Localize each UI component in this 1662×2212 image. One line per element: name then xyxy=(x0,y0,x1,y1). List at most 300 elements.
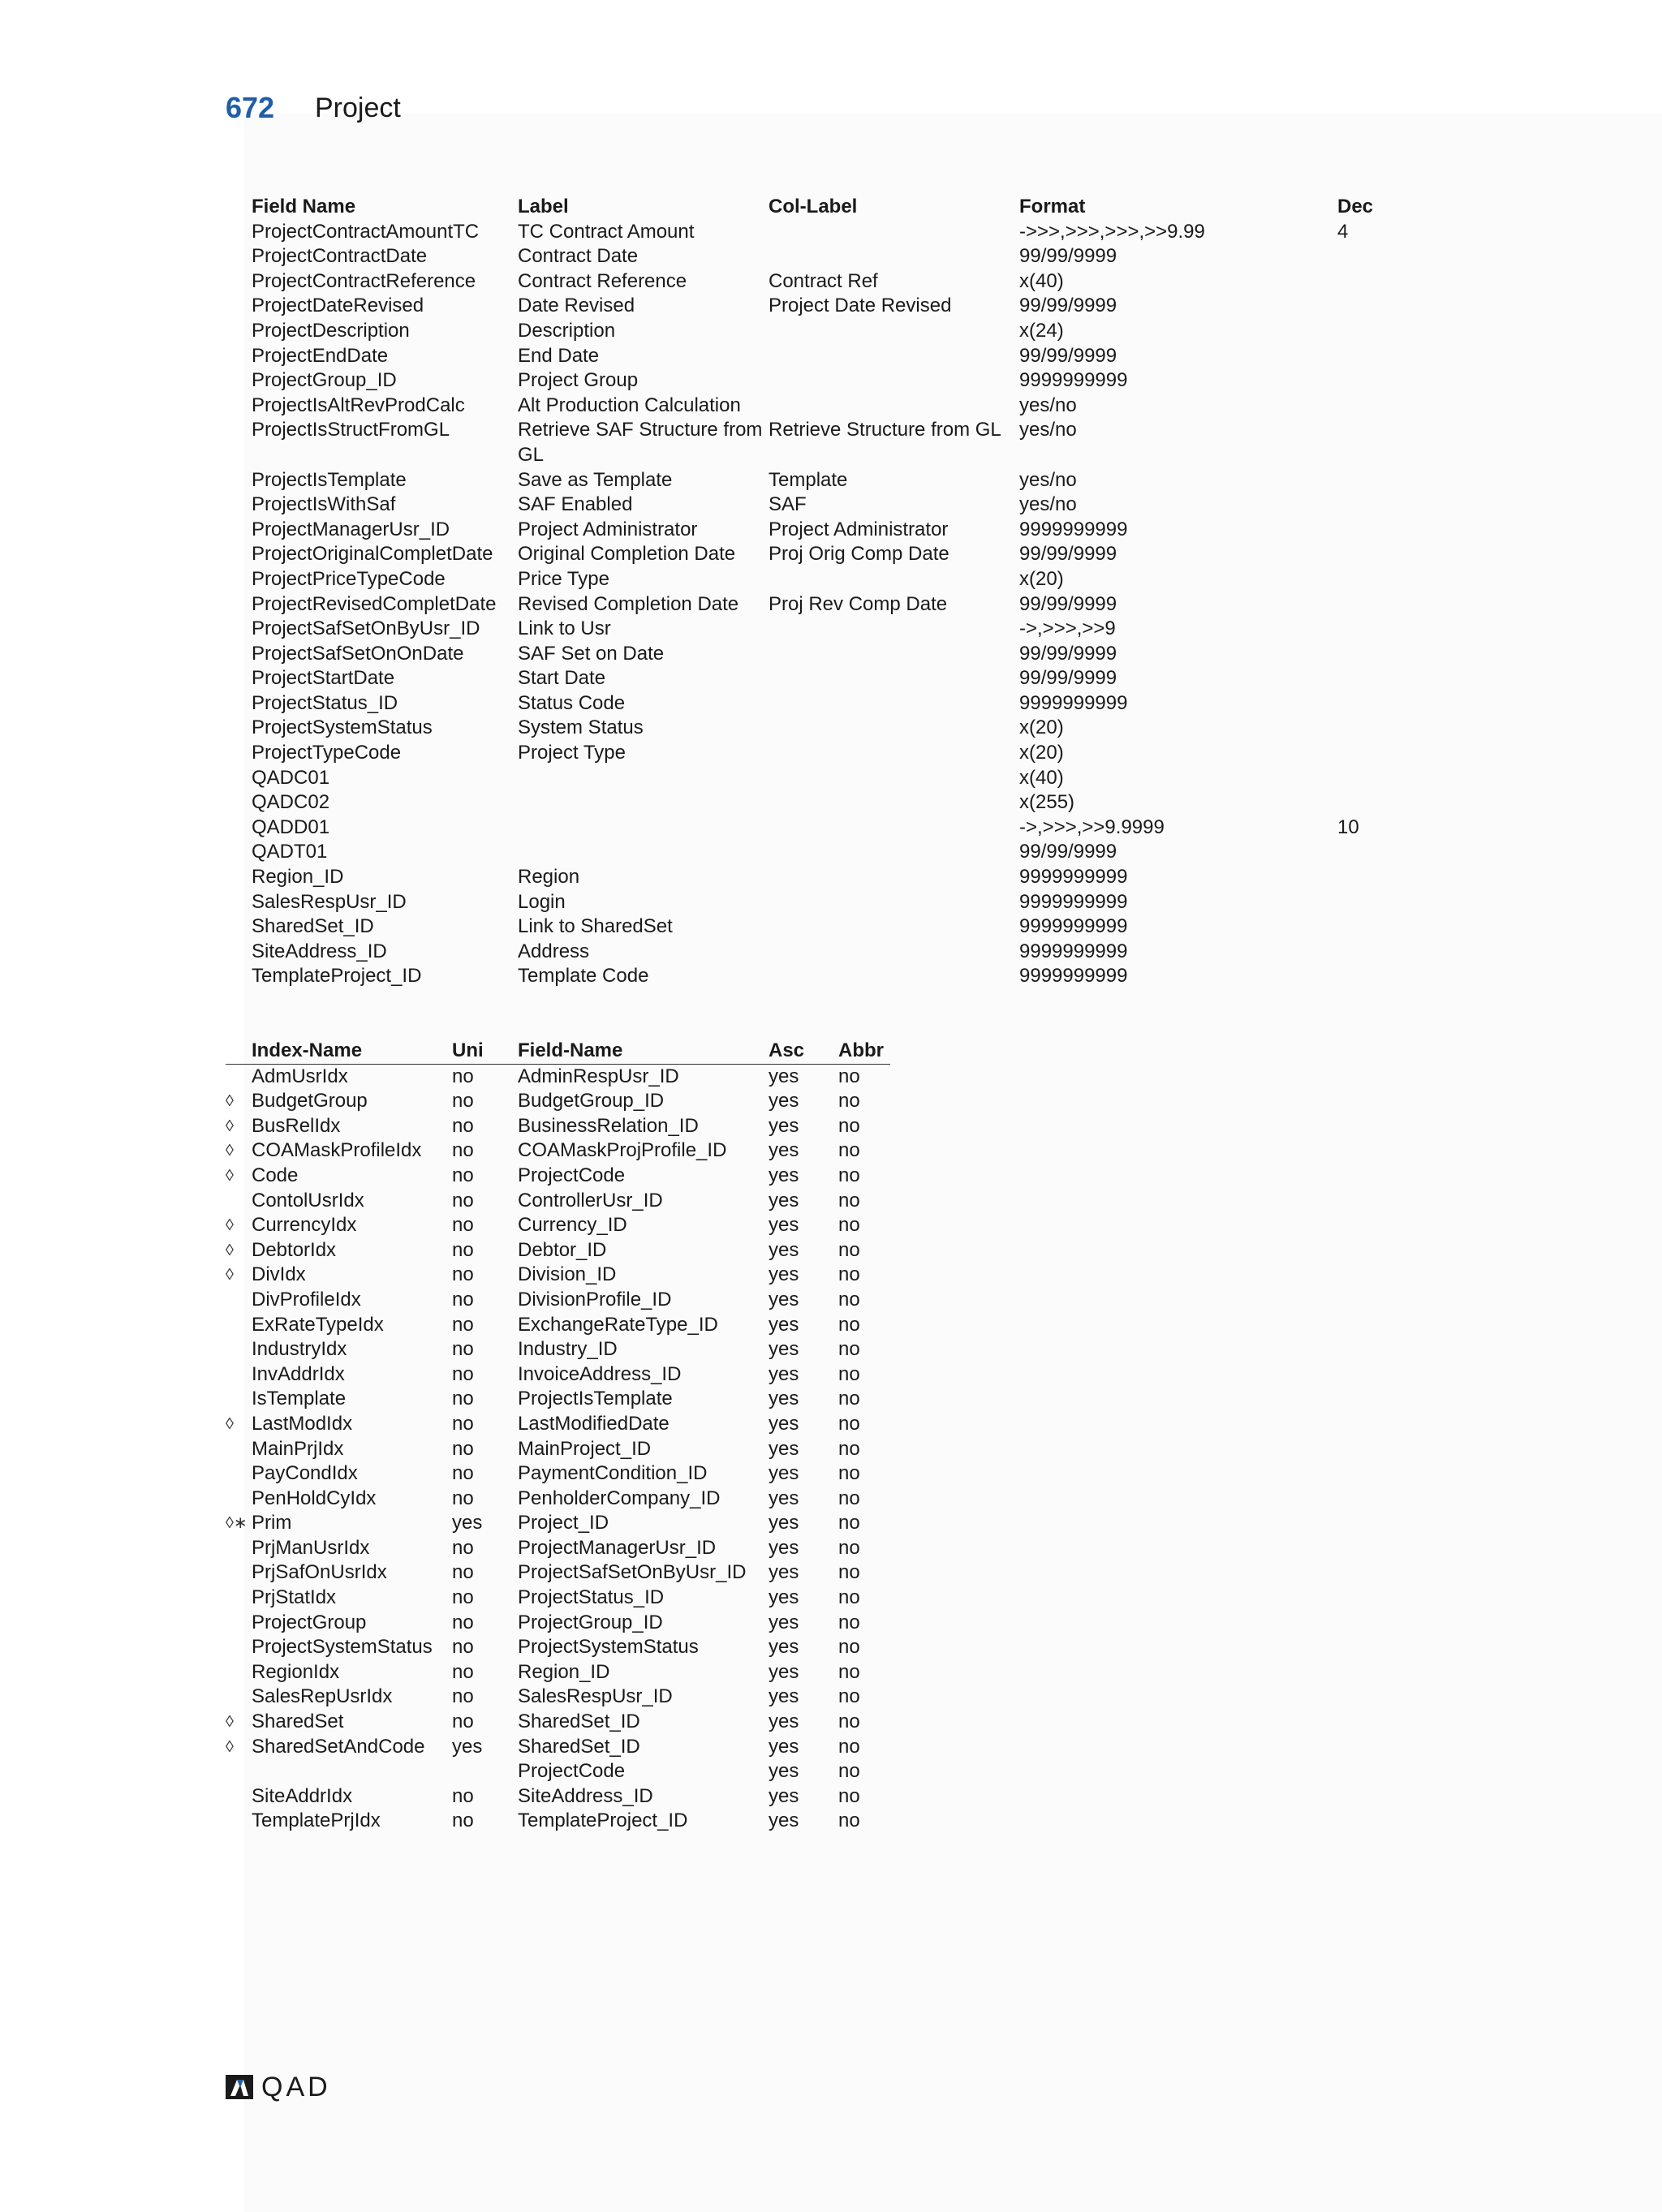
field-name-cell: Currency_ID xyxy=(518,1214,627,1237)
asc-cell: yes xyxy=(769,1313,799,1336)
asc-cell: yes xyxy=(769,1685,799,1708)
abbr-cell: no xyxy=(838,1313,860,1336)
format-cell: ->>>,>>>,>>>,>>9.99 xyxy=(1019,220,1205,243)
index-row xyxy=(226,1387,890,1412)
index-row xyxy=(226,1337,890,1362)
format-cell: 99/99/9999 xyxy=(1019,543,1117,566)
index-marker xyxy=(226,1437,252,1462)
label-cell: Link to SharedSet xyxy=(518,915,673,938)
abbr-cell: no xyxy=(838,1636,860,1659)
field-name-cell: ProjectDateRevised xyxy=(252,295,424,317)
field-name-cell: ProjectRevisedCompletDate xyxy=(252,592,497,615)
dec-cell xyxy=(1337,940,1402,965)
index-table-header-row xyxy=(226,1039,890,1064)
format-cell: yes/no xyxy=(1019,493,1077,516)
col-label-cell xyxy=(769,716,1019,741)
label-cell: Revised Completion Date xyxy=(518,592,739,615)
asc-cell: yes xyxy=(769,1636,799,1659)
field-row xyxy=(252,344,1402,369)
field-name-cell: SalesRespUsr_ID xyxy=(518,1685,673,1708)
abbr-cell: no xyxy=(838,1487,860,1509)
dec-cell xyxy=(1337,418,1402,467)
index-row xyxy=(226,1611,890,1636)
column-header-index-name: Index-Name xyxy=(252,1039,452,1064)
index-row xyxy=(226,1461,890,1487)
index-name-cell: IndustryIdx xyxy=(252,1338,347,1361)
asc-cell: yes xyxy=(769,1288,799,1310)
index-name-cell: IsTemplate xyxy=(252,1388,347,1410)
label-cell: Status Code xyxy=(518,691,626,714)
asc-cell: yes xyxy=(769,1586,799,1609)
label-cell: Project Group xyxy=(518,369,639,392)
column-header-abbr: Abbr xyxy=(838,1039,890,1064)
column-header-label: Label xyxy=(518,196,569,217)
field-name-cell: ProjectIsTemplate xyxy=(518,1388,673,1410)
index-name-cell: ProjectGroup xyxy=(252,1611,367,1633)
uni-cell: no xyxy=(452,1288,474,1310)
field-name-cell: QADC01 xyxy=(252,766,330,789)
uni-cell: no xyxy=(452,1065,474,1087)
format-cell: yes/no xyxy=(1019,419,1077,441)
field-name-cell: SalesRespUsr_ID xyxy=(252,890,407,913)
uni-cell: no xyxy=(452,1536,474,1559)
asc-cell: yes xyxy=(769,1164,799,1186)
col-label-cell xyxy=(769,394,1019,419)
abbr-cell: no xyxy=(838,1338,860,1361)
col-label-cell: Proj Orig Comp Date xyxy=(769,543,949,566)
field-name-cell: LastModifiedDate xyxy=(518,1412,670,1435)
uni-cell: no xyxy=(452,1338,474,1361)
index-row xyxy=(226,1560,890,1586)
abbr-cell: no xyxy=(838,1388,860,1410)
field-name-cell: QADC02 xyxy=(252,791,330,814)
uni-cell: no xyxy=(452,1164,474,1186)
index-marker xyxy=(226,1189,252,1214)
abbr-cell: no xyxy=(838,1561,860,1584)
field-name-cell: ProjectPriceTypeCode xyxy=(252,567,446,590)
format-cell: 9999999999 xyxy=(1019,691,1128,714)
format-cell: x(20) xyxy=(1019,717,1064,739)
field-name-cell: ProjectSystemStatus xyxy=(252,717,433,739)
dec-cell xyxy=(1337,666,1402,691)
field-name-cell: ProjectIsTemplate xyxy=(252,468,407,491)
col-label-cell xyxy=(769,865,1019,890)
label-cell: End Date xyxy=(518,344,600,367)
field-row xyxy=(252,418,1402,467)
uni-cell: no xyxy=(452,1214,474,1237)
uni-cell: no xyxy=(452,1238,474,1261)
label-cell: Price Type xyxy=(518,567,609,590)
field-row xyxy=(252,766,1402,791)
field-name-cell: InvoiceAddress_ID xyxy=(518,1362,682,1385)
dec-cell xyxy=(1337,766,1402,791)
format-cell: 9999999999 xyxy=(1019,965,1128,988)
asc-cell: yes xyxy=(769,1611,799,1633)
field-row xyxy=(252,294,1402,319)
uni-cell: no xyxy=(452,1139,474,1162)
index-name-cell: MainPrjIdx xyxy=(252,1437,344,1460)
dec-cell xyxy=(1337,468,1402,493)
col-label-cell xyxy=(769,914,1019,940)
col-label-cell xyxy=(769,940,1019,965)
abbr-cell: no xyxy=(838,1810,860,1832)
abbr-cell: no xyxy=(838,1611,860,1633)
dec-cell xyxy=(1337,741,1402,766)
index-name-cell: AdmUsrIdx xyxy=(252,1065,348,1087)
label-cell xyxy=(518,790,769,816)
field-row xyxy=(252,269,1402,295)
abbr-cell: no xyxy=(838,1735,860,1758)
asc-cell: yes xyxy=(769,1760,799,1783)
field-name-cell: ProjectSafSetOnByUsr_ID xyxy=(518,1561,747,1584)
uni-cell: no xyxy=(452,1810,474,1832)
format-cell: ->,>>>,>>9.9999 xyxy=(1019,816,1165,838)
asc-cell: yes xyxy=(769,1412,799,1435)
index-marker: ◊ xyxy=(226,1166,234,1185)
dec-cell xyxy=(1337,567,1402,592)
field-name-cell: AdminRespUsr_ID xyxy=(518,1065,679,1087)
field-name-cell: ProjectSystemStatus xyxy=(518,1636,699,1659)
index-marker xyxy=(226,1387,252,1412)
index-row xyxy=(226,1759,890,1784)
index-marker xyxy=(226,1560,252,1586)
col-label-cell xyxy=(769,741,1019,766)
label-cell: System Status xyxy=(518,717,644,739)
label-cell: Login xyxy=(518,890,566,913)
uni-cell: no xyxy=(452,1263,474,1286)
field-row xyxy=(252,394,1402,419)
field-row xyxy=(252,865,1402,890)
index-row xyxy=(226,1164,890,1189)
label-cell: Project Type xyxy=(518,742,626,764)
index-name-cell: SharedSetAndCode xyxy=(252,1735,425,1758)
label-cell: Contract Reference xyxy=(518,269,687,292)
index-marker xyxy=(226,1759,252,1784)
col-label-cell: SAF xyxy=(769,493,807,516)
column-header-uni: Uni xyxy=(452,1039,518,1064)
abbr-cell: no xyxy=(838,1114,860,1137)
index-marker xyxy=(226,1586,252,1611)
index-row xyxy=(226,1238,890,1263)
col-label-cell: Retrieve Structure from GL xyxy=(769,419,1001,441)
field-row xyxy=(252,940,1402,965)
index-name-cell: DivProfileIdx xyxy=(252,1288,361,1310)
dec-cell: 4 xyxy=(1337,220,1349,243)
label-cell: Alt Production Calculation xyxy=(518,394,741,416)
format-cell: ->,>>>,>>9 xyxy=(1019,618,1116,640)
abbr-cell: no xyxy=(838,1586,860,1609)
dec-cell xyxy=(1337,865,1402,890)
field-name-cell: QADD01 xyxy=(252,816,330,838)
field-row xyxy=(252,716,1402,741)
index-marker: ◊ xyxy=(226,1713,234,1732)
uni-cell: yes xyxy=(452,1735,483,1758)
field-name-cell: Project_ID xyxy=(518,1512,609,1534)
field-name-cell: ControllerUsr_ID xyxy=(518,1189,663,1211)
field-name-cell: ProjectOriginalCompletDate xyxy=(252,543,493,566)
format-cell: x(20) xyxy=(1019,567,1064,590)
field-name-cell: ProjectCode xyxy=(518,1760,626,1783)
field-row xyxy=(252,914,1402,940)
field-name-cell: ProjectTypeCode xyxy=(252,742,402,764)
index-name-cell: CurrencyIdx xyxy=(252,1214,357,1237)
asc-cell: yes xyxy=(769,1784,799,1807)
abbr-cell: no xyxy=(838,1065,860,1087)
field-name-cell: QADT01 xyxy=(252,841,328,863)
dec-cell xyxy=(1337,344,1402,369)
col-label-cell xyxy=(769,368,1019,394)
abbr-cell: no xyxy=(838,1462,860,1485)
index-marker xyxy=(226,1809,252,1834)
index-name-cell: PrjManUsrIdx xyxy=(252,1536,370,1559)
format-cell: 99/99/9999 xyxy=(1019,592,1117,615)
label-cell: Description xyxy=(518,319,616,342)
asc-cell: yes xyxy=(769,1536,799,1559)
abbr-cell: no xyxy=(838,1536,860,1559)
column-header-format: Format xyxy=(1019,196,1086,217)
abbr-cell: no xyxy=(838,1685,860,1708)
format-cell: 9999999999 xyxy=(1019,940,1128,962)
abbr-cell: no xyxy=(838,1784,860,1807)
column-header-col-label: Col-Label xyxy=(769,196,858,217)
index-marker: ◊∗ xyxy=(226,1514,248,1533)
col-label-cell xyxy=(769,666,1019,691)
format-cell: 99/99/9999 xyxy=(1019,245,1117,268)
asc-cell: yes xyxy=(769,1388,799,1410)
field-name-cell: COAMaskProjProfile_ID xyxy=(518,1139,727,1162)
asc-cell: yes xyxy=(769,1810,799,1832)
field-row xyxy=(252,220,1402,245)
index-marker xyxy=(226,1313,252,1338)
field-name-cell: Debtor_ID xyxy=(518,1238,607,1261)
field-name-cell: ProjectContractReference xyxy=(252,269,476,292)
index-name-cell: PrjStatIdx xyxy=(252,1586,337,1609)
field-name-cell: ProjectIsWithSaf xyxy=(252,493,396,516)
index-row xyxy=(226,1362,890,1388)
dec-cell xyxy=(1337,294,1402,319)
field-name-cell: TemplateProject_ID xyxy=(518,1810,688,1832)
uni-cell: no xyxy=(452,1586,474,1609)
dec-cell: 10 xyxy=(1337,816,1359,838)
label-cell: Retrieve SAF Structure from GL xyxy=(518,419,763,466)
col-label-cell xyxy=(769,691,1019,717)
index-row xyxy=(226,1189,890,1214)
asc-cell: yes xyxy=(769,1139,799,1162)
label-cell: Original Completion Date xyxy=(518,543,736,566)
col-label-cell xyxy=(769,816,1019,841)
index-name-cell: TemplatePrjIdx xyxy=(252,1810,381,1832)
field-row xyxy=(252,244,1402,269)
field-name-cell: ProjectIsStructFromGL xyxy=(252,419,450,441)
index-row xyxy=(226,1487,890,1512)
format-cell: 99/99/9999 xyxy=(1019,295,1117,317)
abbr-cell: no xyxy=(838,1412,860,1435)
dec-cell xyxy=(1337,394,1402,419)
fields-table-header-row xyxy=(252,195,1402,220)
index-name-cell: InvAddrIdx xyxy=(252,1362,345,1385)
uni-cell: no xyxy=(452,1636,474,1659)
index-name-cell: PrjSafOnUsrIdx xyxy=(252,1561,387,1584)
field-name-cell: PaymentCondition_ID xyxy=(518,1462,708,1485)
uni-cell: no xyxy=(452,1090,474,1112)
field-name-cell: ProjectEndDate xyxy=(252,344,389,367)
label-cell: Link to Usr xyxy=(518,618,611,640)
col-label-cell: Contract Ref xyxy=(769,269,878,292)
format-cell: 99/99/9999 xyxy=(1019,344,1117,367)
uni-cell: no xyxy=(452,1711,474,1733)
format-cell: x(24) xyxy=(1019,319,1064,342)
label-cell: TC Contract Amount xyxy=(518,220,695,243)
format-cell: 99/99/9999 xyxy=(1019,642,1117,665)
field-name-cell: SharedSet_ID xyxy=(252,915,374,938)
index-marker xyxy=(226,1536,252,1561)
format-cell: 9999999999 xyxy=(1019,915,1128,938)
index-name-cell: DebtorIdx xyxy=(252,1238,337,1261)
dec-cell xyxy=(1337,368,1402,394)
field-row xyxy=(252,642,1402,667)
index-row xyxy=(226,1536,890,1561)
page-title: Project xyxy=(315,93,401,123)
asc-cell: yes xyxy=(769,1561,799,1584)
format-cell: 99/99/9999 xyxy=(1019,841,1117,863)
asc-cell: yes xyxy=(769,1263,799,1286)
uni-cell: no xyxy=(452,1313,474,1336)
index-row xyxy=(226,1809,890,1834)
index-marker xyxy=(226,1487,252,1512)
dec-cell xyxy=(1337,244,1402,269)
index-row xyxy=(226,1635,890,1660)
field-name-cell: SharedSet_ID xyxy=(518,1735,640,1758)
dec-cell xyxy=(1337,518,1402,543)
uni-cell: no xyxy=(452,1462,474,1485)
field-row xyxy=(252,790,1402,816)
field-row xyxy=(252,816,1402,841)
asc-cell: yes xyxy=(769,1214,799,1237)
index-name-cell: COAMaskProfileIdx xyxy=(252,1139,422,1162)
column-header-field-name: Field Name xyxy=(252,196,356,217)
abbr-cell: no xyxy=(838,1362,860,1385)
abbr-cell: no xyxy=(838,1437,860,1460)
field-name-cell: Industry_ID xyxy=(518,1338,618,1361)
index-marker: ◊ xyxy=(226,1414,234,1433)
label-cell: Contract Date xyxy=(518,245,639,268)
asc-cell: yes xyxy=(769,1487,799,1509)
label-cell: Project Administrator xyxy=(518,518,698,540)
abbr-cell: no xyxy=(838,1139,860,1162)
field-name-cell: ExchangeRateType_ID xyxy=(518,1313,718,1336)
uni-cell: no xyxy=(452,1784,474,1807)
index-marker: ◊ xyxy=(226,1216,234,1235)
asc-cell: yes xyxy=(769,1065,799,1087)
dec-cell xyxy=(1337,790,1402,816)
column-header-asc: Asc xyxy=(769,1039,838,1064)
asc-cell: yes xyxy=(769,1238,799,1261)
col-label-cell xyxy=(769,840,1019,865)
field-name-cell: ProjectIsAltRevProdCalc xyxy=(252,394,465,416)
label-cell: SAF Enabled xyxy=(518,493,633,516)
page-number: 672 xyxy=(226,91,275,124)
dec-cell xyxy=(1337,691,1402,717)
col-label-cell xyxy=(769,617,1019,642)
dec-cell xyxy=(1337,914,1402,940)
format-cell: 9999999999 xyxy=(1019,369,1128,392)
format-cell: yes/no xyxy=(1019,468,1077,491)
field-name-cell: ProjectStatus_ID xyxy=(518,1586,665,1609)
field-name-cell: BusinessRelation_ID xyxy=(518,1114,699,1137)
field-row xyxy=(252,617,1402,642)
index-marker xyxy=(226,1611,252,1636)
col-label-cell xyxy=(769,220,1019,245)
field-name-cell: ProjectContractAmountTC xyxy=(252,220,480,243)
field-name-cell: ProjectStartDate xyxy=(252,667,395,690)
index-row xyxy=(226,1586,890,1611)
index-row xyxy=(226,1288,890,1313)
col-label-cell xyxy=(769,244,1019,269)
index-marker: ◊ xyxy=(226,1142,234,1160)
label-cell: Address xyxy=(518,940,590,962)
index-marker: ◊ xyxy=(226,1117,234,1135)
dec-cell xyxy=(1337,493,1402,518)
field-row xyxy=(252,666,1402,691)
index-row xyxy=(226,1735,890,1760)
index-marker: ◊ xyxy=(226,1737,234,1756)
index-marker xyxy=(226,1660,252,1685)
uni-cell: no xyxy=(452,1685,474,1708)
dec-cell xyxy=(1337,592,1402,618)
fields-table xyxy=(252,195,1402,989)
index-row xyxy=(226,1660,890,1685)
format-cell: 9999999999 xyxy=(1019,866,1128,889)
dec-cell xyxy=(1337,319,1402,344)
uni-cell: no xyxy=(452,1412,474,1435)
index-marker xyxy=(226,1064,252,1089)
index-name-cell: BusRelIdx xyxy=(252,1114,341,1137)
asc-cell: yes xyxy=(769,1362,799,1385)
label-cell: Save as Template xyxy=(518,468,673,491)
field-name-cell: SiteAddress_ID xyxy=(252,940,387,962)
col-label-cell xyxy=(769,890,1019,915)
abbr-cell: no xyxy=(838,1189,860,1211)
index-marker xyxy=(226,1337,252,1362)
asc-cell: yes xyxy=(769,1090,799,1112)
asc-cell: yes xyxy=(769,1711,799,1733)
field-name-cell: SharedSet_ID xyxy=(518,1711,640,1733)
field-row xyxy=(252,592,1402,618)
col-label-cell xyxy=(769,790,1019,816)
index-name-cell: RegionIdx xyxy=(252,1660,340,1683)
field-name-cell: SiteAddress_ID xyxy=(518,1784,653,1807)
asc-cell: yes xyxy=(769,1114,799,1137)
label-cell: Region xyxy=(518,866,580,889)
index-name-cell: BudgetGroup xyxy=(252,1090,368,1112)
field-name-cell: PenholderCompany_ID xyxy=(518,1487,721,1509)
format-cell: 99/99/9999 xyxy=(1019,667,1117,690)
abbr-cell: no xyxy=(838,1164,860,1186)
index-marker: ◊ xyxy=(226,1092,234,1111)
index-row xyxy=(226,1313,890,1338)
dec-cell xyxy=(1337,542,1402,567)
abbr-cell: no xyxy=(838,1660,860,1683)
index-name-cell: DivIdx xyxy=(252,1263,306,1286)
field-name-cell: ProjectStatus_ID xyxy=(252,691,398,714)
field-row xyxy=(252,468,1402,493)
format-cell: x(40) xyxy=(1019,766,1064,789)
index-marker: ◊ xyxy=(226,1241,234,1259)
label-cell xyxy=(518,840,769,865)
abbr-cell: no xyxy=(838,1090,860,1112)
field-row xyxy=(252,964,1402,989)
abbr-cell: no xyxy=(838,1512,860,1534)
